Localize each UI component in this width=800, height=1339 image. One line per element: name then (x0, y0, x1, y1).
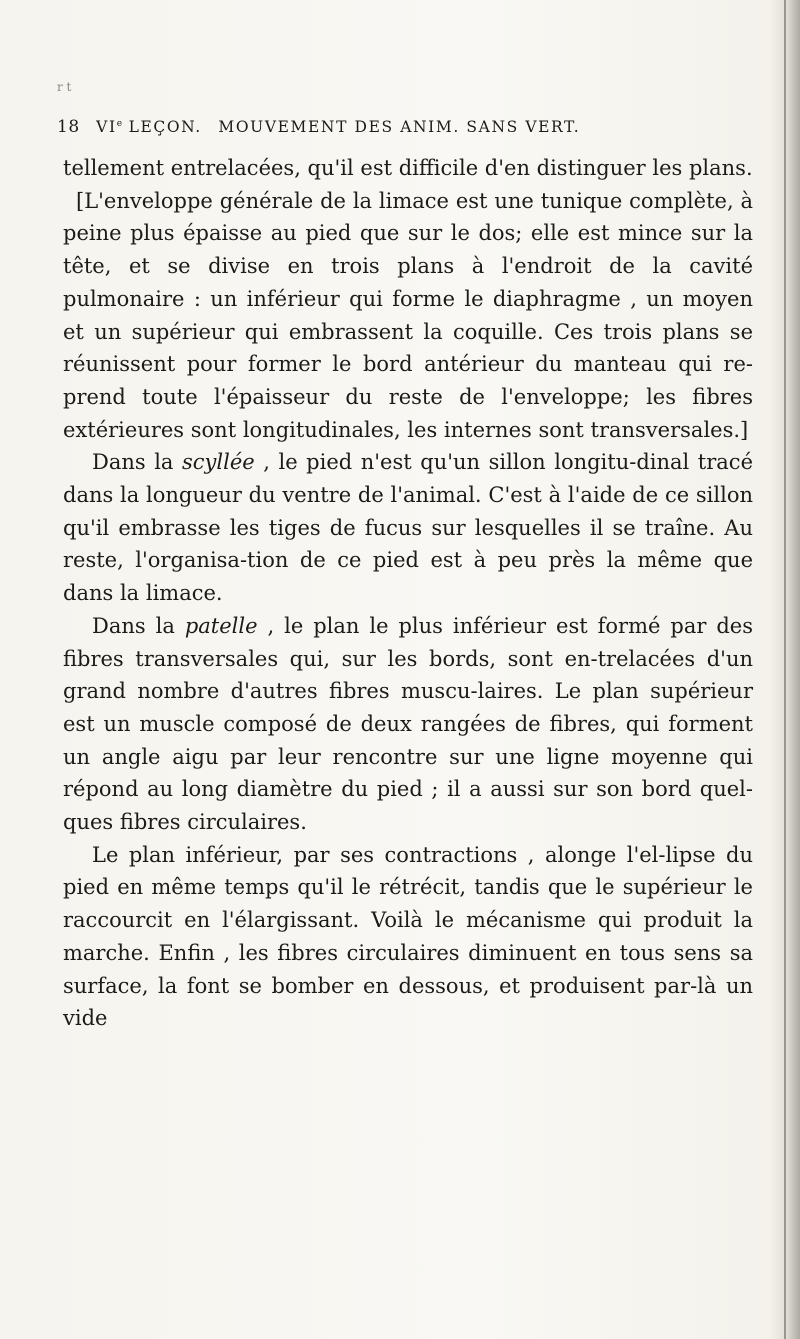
lesson-number: VI (96, 118, 117, 136)
running-header (57, 117, 737, 137)
paragraph-scyllee-rest: , le pied n'est qu'un sillon longitu-dinal tracé dans la longueur du ventre de l'animal. C'est à l'aide de ce sillon qu'il embrasse les tiges de fucus sur lesquelles il se traîne. Au reste, l'organisa-tion de ce pied est à peu près la même que dans la limace. (63, 450, 753, 606)
lesson-label (96, 118, 202, 136)
page-edge-line (784, 0, 786, 1339)
paragraph-patelle-start: Dans la (92, 613, 185, 638)
term-patelle: patelle (184, 613, 258, 638)
term-scyllee: scyllée (182, 450, 255, 475)
paragraph-scyllee-start: Dans la (92, 450, 182, 475)
paragraph-patelle (63, 610, 753, 839)
page-number: 18 (57, 117, 80, 137)
paragraph-continuation: tellement entrelacées, qu'il est difficile d'en distinguer les plans. (63, 156, 753, 180)
body-text (63, 152, 753, 1035)
corner-mark: r t (57, 80, 72, 94)
lesson-superscript: e (116, 118, 123, 129)
paragraph-scyllee (63, 446, 753, 610)
paragraph-limace-enveloppe: [L'enveloppe générale de la limace est une tunique complète, à peine plus épaisse au pied que sur le dos; elle est mince sur la tête, et se divise en trois plans à l'endroit de la cavité pulmonaire : un inférieur qui forme le diaphragme , un moyen et un supérieur qui embrassent la coquille. Ces trois plans se réunissent pour former le bord antérieur du manteau qui re-prend toute l'épaisseur du reste de l'enveloppe; les fibres extérieures sont longitudinales, les internes sont transversales.] (63, 188, 753, 442)
paragraph-plan-inferieur: Le plan inférieur, par ses contractions , alonge l'el-lipse du pied en même temps qu'il le rétrécit, tandis que le supérieur le raccourcit en l'élargissant. Voilà le mécanisme qui produit la marche. Enfin , les fibres circulaires diminuent en tous sens sa surface, la font se bomber en dessous, et produisent par-là un vide (63, 842, 753, 1031)
paragraph-patelle-rest: , le plan le plus inférieur est formé par des fibres transversales qui, sur les bords, sont en-trelacées d'un grand nombre d'autres fibres muscu-laires. Le plan supérieur est un muscle composé de deux rangées de fibres, qui forment un angle aigu par leur rencontre sur une ligne moyenne qui répond au long diamètre du pied ; il a aussi sur son bord quel-ques fibres circulaires. (63, 613, 753, 835)
running-title: MOUVEMENT DES ANIM. SANS VERT. (218, 118, 581, 136)
lesson-word: LEÇON. (128, 118, 202, 136)
